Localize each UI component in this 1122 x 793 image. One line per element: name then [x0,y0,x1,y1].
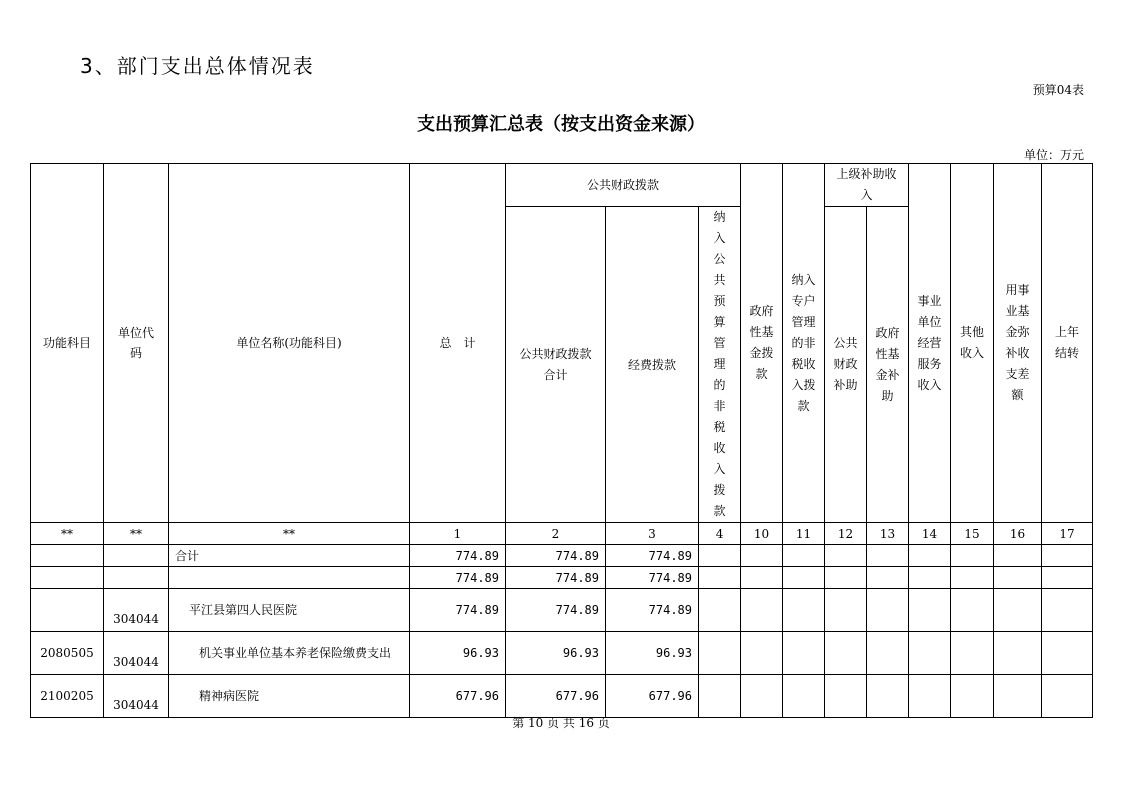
total-cell: 774.89 [410,567,506,589]
total-cell: 774.89 [410,545,506,567]
funding-cell: 96.93 [606,632,699,675]
index-row [31,523,1093,545]
header-superior-subsidy: 上级补助收入 [825,164,909,207]
table-row [31,675,1093,718]
pf-total-cell: 774.89 [506,589,606,632]
index-cell: ** [104,523,169,545]
unit-code-cell [104,545,169,567]
table-row [31,567,1093,589]
unit-code-cell: 304044 [104,589,169,632]
form-number: 预算04表 [1032,83,1084,97]
index-cell: 13 [867,523,909,545]
func-code-cell [31,567,104,589]
unit-label: 单位：万元 [1023,148,1084,162]
header-gov-fund-subsidy: 政府性基金补助 [867,207,909,523]
func-code-cell [31,589,104,632]
header-funding: 经费拨款 [606,207,699,523]
section-title: 3、部门支出总体情况表 [80,54,315,78]
header-other-income: 其他收入 [951,164,994,523]
header-func-subject: 功能科目 [31,164,104,523]
header-total: 总 计 [410,164,506,523]
pf-total-cell: 774.89 [506,545,606,567]
index-cell: 15 [951,523,994,545]
pf-total-cell: 96.93 [506,632,606,675]
index-cell: 11 [783,523,825,545]
func-code-cell: 2100205 [31,675,104,718]
unit-code-cell [104,567,169,589]
index-cell: 16 [994,523,1042,545]
header-unit-name: 单位名称(功能科目) [169,164,410,523]
total-cell: 677.96 [410,675,506,718]
index-cell: ** [31,523,104,545]
unit-code-cell: 304044 [104,675,169,718]
header-unit-code: 单位代码 [104,164,169,523]
funding-cell: 774.89 [606,567,699,589]
header-public-fiscal: 公共财政拨款 [506,164,741,207]
index-cell: 4 [699,523,741,545]
table-row [31,589,1093,632]
header-gov-fund: 政府性基金拨款 [741,164,783,523]
table-row [31,545,1093,567]
unit-name-cell: 合计 [169,545,410,567]
table-title: 支出预算汇总表（按支出资金来源） [417,114,705,135]
funding-cell: 677.96 [606,675,699,718]
index-cell: 17 [1042,523,1093,545]
unit-name-cell: 精神病医院 [169,675,410,718]
index-cell: 12 [825,523,867,545]
page-footer: 第 10 页 共 16 页 [512,716,610,730]
unit-name-cell: 平江县第四人民医院 [169,589,410,632]
funding-cell: 774.89 [606,545,699,567]
index-cell: 2 [506,523,606,545]
header-public-fiscal-total: 公共财政拨款合计 [506,207,606,523]
total-cell: 774.89 [410,589,506,632]
header-nontax-special: 纳入专户管理的非税收入拨款 [783,164,825,523]
unit-code-cell: 304044 [104,632,169,675]
pf-total-cell: 677.96 [506,675,606,718]
total-cell: 96.93 [410,632,506,675]
index-cell: 14 [909,523,951,545]
header-public-subsidy: 公共财政补助 [825,207,867,523]
header-nontax-budget: 纳入公共预算管理的非税收入拨款 [699,207,741,523]
header-business-income: 事业单位经营服务收入 [909,164,951,523]
index-cell: ** [169,523,410,545]
table-row [31,632,1093,675]
pf-total-cell: 774.89 [506,567,606,589]
func-code-cell: 2080505 [31,632,104,675]
unit-name-cell [169,567,410,589]
header-fund-offset: 用事业基金弥补收支差额 [994,164,1042,523]
index-cell: 1 [410,523,506,545]
unit-name-cell: 机关事业单位基本养老保险缴费支出 [169,632,410,675]
funding-cell: 774.89 [606,589,699,632]
expenditure-table [30,163,1093,718]
index-cell: 3 [606,523,699,545]
func-code-cell [31,545,104,567]
index-cell: 10 [741,523,783,545]
header-carryover: 上年结转 [1042,164,1093,523]
